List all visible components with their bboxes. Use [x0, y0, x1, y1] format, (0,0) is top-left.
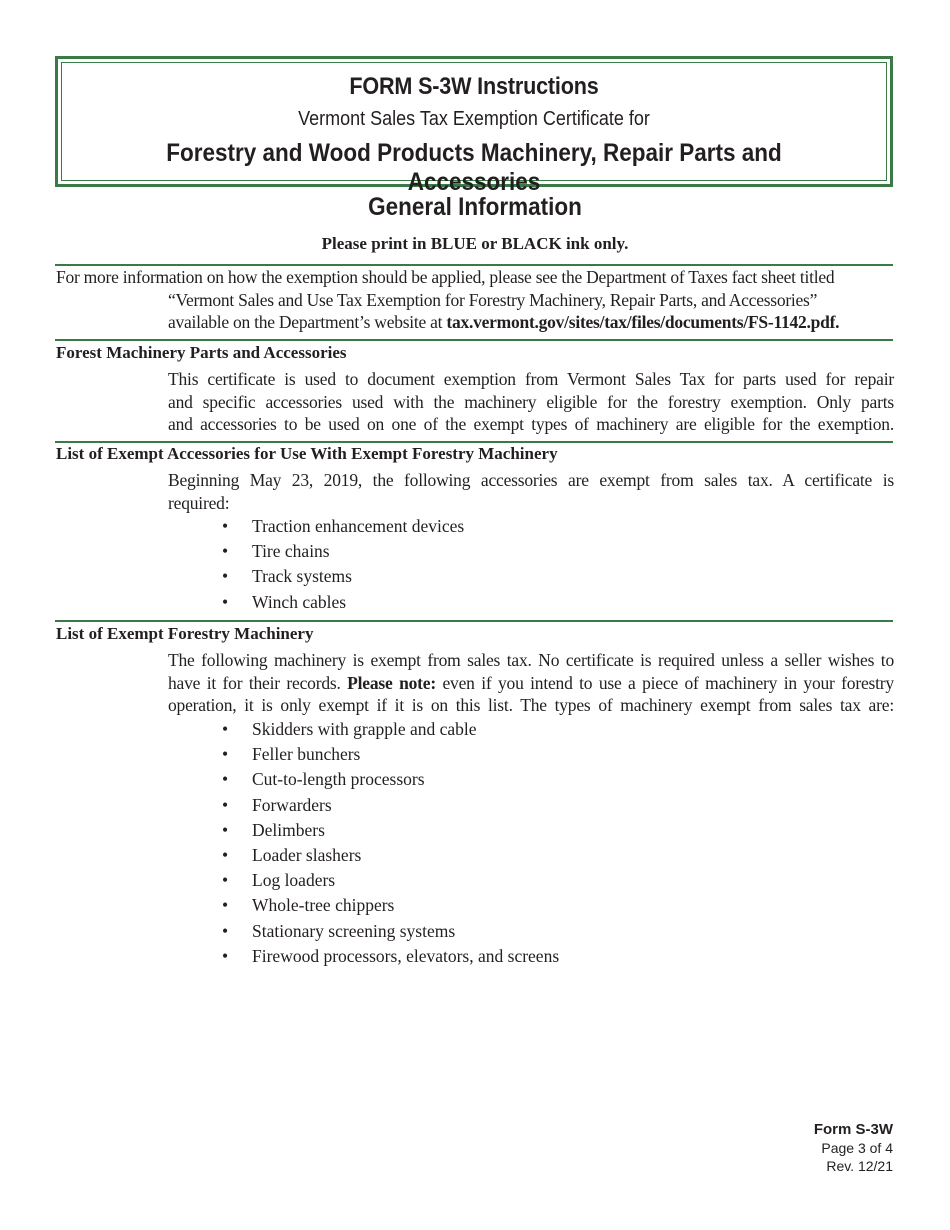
- bullet-icon: •: [222, 920, 229, 941]
- bullet-icon: •: [222, 769, 229, 790]
- form-header-box: [55, 56, 893, 196]
- list-item: • Whole-tree chippers: [222, 893, 559, 918]
- intro-line: For more information on how the exemption should be applied, please see the Department of Taxes fact sheet titled: [56, 267, 835, 287]
- paragraph-line: and accessories to be used on one of the exempt types of machinery are eligible for the exemption.: [168, 414, 894, 434]
- list-item: • Winch cables: [222, 590, 464, 615]
- bullet-icon: •: [222, 541, 229, 562]
- list-item: • Skidders with grapple and cable: [222, 717, 559, 742]
- list-item: • Log loaders: [222, 868, 559, 893]
- divider: [55, 339, 893, 341]
- list-item: • Traction enhancement devices: [222, 514, 464, 539]
- list-item: • Feller bunchers: [222, 742, 559, 767]
- list-item: • Delimbers: [222, 818, 559, 843]
- form-header-inner: [61, 62, 887, 196]
- list-item: • Forwarders: [222, 793, 559, 818]
- paragraph-line: have it for their records. Please note: even if you intend to use a piece of machinery in your forestry: [168, 672, 894, 693]
- paragraph-line: This certificate is used to document exemption from Vermont Sales Tax for parts used for repair: [168, 369, 894, 389]
- list-item: • Track systems: [222, 564, 464, 589]
- machinery-paragraph: [168, 649, 894, 717]
- machinery-list: [222, 717, 559, 969]
- fact-sheet-link[interactable]: tax.vermont.gov/sites/tax/files/documents/FS-1142.pdf.: [446, 312, 840, 332]
- page-footer: [814, 1121, 893, 1175]
- paragraph-line: Beginning May 23, 2019, the following accessories are exempt from sales tax. A certificate is: [168, 470, 894, 490]
- list-item: • Stationary screening systems: [222, 919, 559, 944]
- print-note: Please print in BLUE or BLACK ink only.: [321, 234, 629, 253]
- section-heading-accessories: List of Exempt Accessories for Use With Exempt Forestry Machinery: [56, 444, 558, 463]
- bullet-icon: •: [222, 516, 229, 536]
- list-item: • Tire chains: [222, 539, 464, 564]
- please-note-label: Please note:: [347, 672, 436, 693]
- intro-line: “Vermont Sales and Use Tax Exemption for Forestry Machinery, Repair Parts, and Accessories”: [168, 289, 818, 310]
- bullet-icon: •: [222, 945, 229, 966]
- section-heading-parts: Forest Machinery Parts and Accessories: [56, 343, 347, 362]
- accessories-list: [222, 514, 464, 615]
- divider: [55, 441, 893, 443]
- paragraph-line: The following machinery is exempt from sales tax. No certificate is required unless a seller wishes to: [168, 650, 894, 670]
- form-name: Forestry and Wood Products Machinery, Repair Parts and Accessories: [166, 139, 782, 196]
- footer-revision: Rev. 12/21: [826, 1158, 893, 1174]
- bullet-icon: •: [222, 744, 229, 765]
- section-heading-machinery: List of Exempt Forestry Machinery: [56, 624, 314, 643]
- parts-paragraph: [168, 368, 894, 436]
- intro-text: available on the Department’s website at: [168, 312, 447, 332]
- bullet-icon: •: [222, 870, 229, 891]
- intro-paragraph: [56, 266, 894, 334]
- bullet-icon: •: [222, 819, 229, 840]
- list-item: • Firewood processors, elevators, and screens: [222, 944, 559, 969]
- bullet-icon: •: [222, 844, 229, 865]
- bullet-icon: •: [222, 794, 229, 815]
- divider: [55, 620, 893, 622]
- form-title: FORM S-3W Instructions: [349, 73, 599, 100]
- list-item: • Cut-to-length processors: [222, 767, 559, 792]
- paragraph-line: required:: [168, 492, 230, 513]
- bullet-icon: •: [222, 895, 229, 916]
- bullet-icon: •: [222, 566, 229, 587]
- accessories-paragraph: [168, 469, 894, 514]
- paragraph-line: operation, it is only exempt if it is on this list. The types of machinery exempt from sales tax are:: [168, 695, 894, 715]
- bullet-icon: •: [222, 719, 229, 739]
- bullet-icon: •: [222, 591, 229, 612]
- list-item: • Loader slashers: [222, 843, 559, 868]
- footer-form-name: Form S-3W: [813, 1121, 893, 1138]
- general-info-title: General Information: [368, 193, 582, 221]
- form-subtitle: Vermont Sales Tax Exemption Certificate for: [298, 108, 650, 130]
- intro-line: [56, 311, 894, 334]
- paragraph-line: and specific accessories used with the machinery eligible for the forestry exemption. Only parts: [168, 391, 894, 412]
- footer-page-number: Page 3 of 4: [821, 1140, 893, 1156]
